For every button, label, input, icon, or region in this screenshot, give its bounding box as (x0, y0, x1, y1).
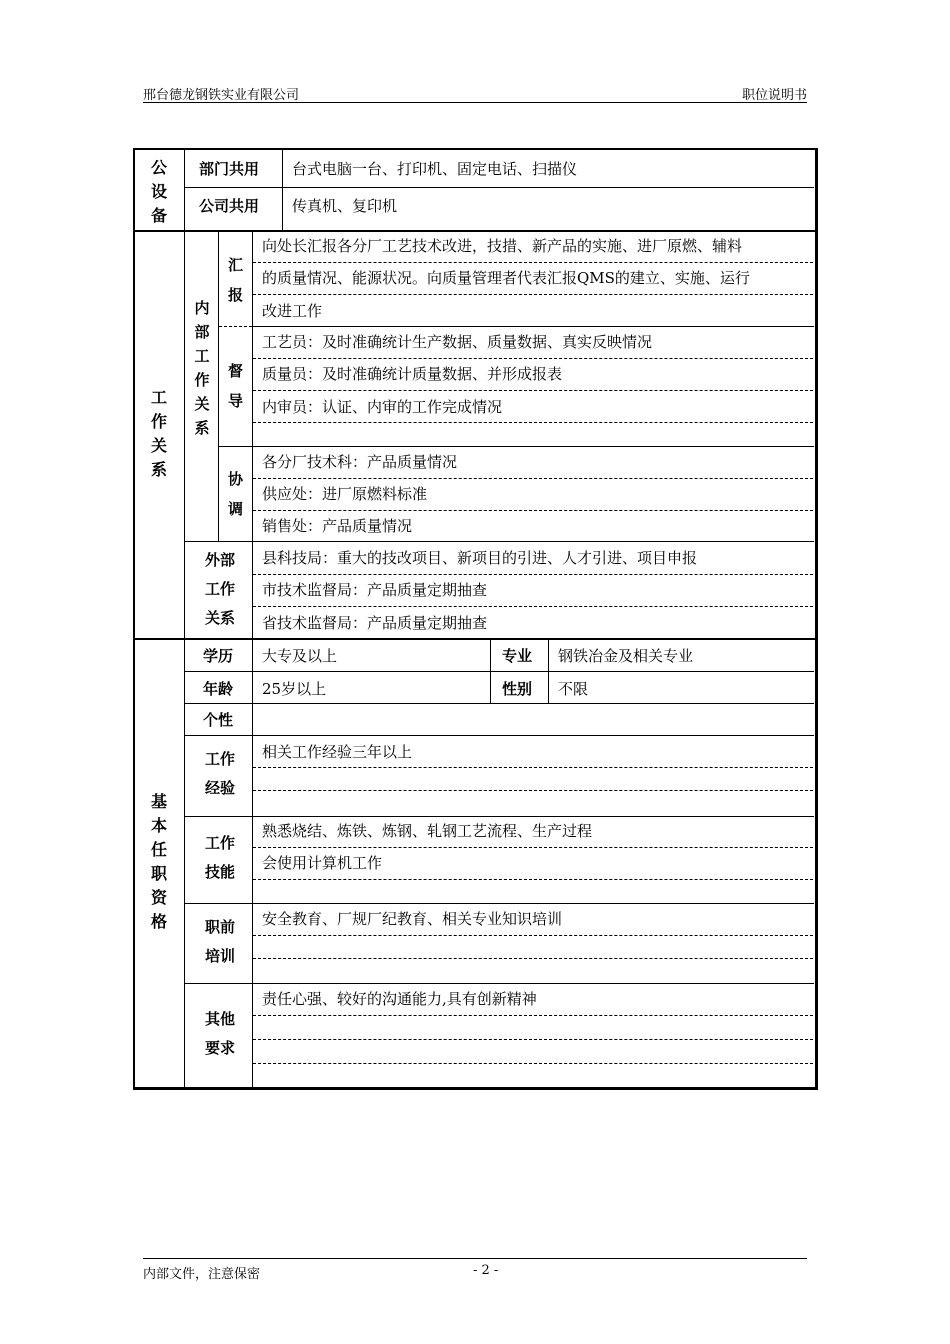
report-line: 的质量情况、能源状况。向质量管理者代表汇报QMS的建立、实施、运行 (262, 269, 750, 287)
skills-line: 熟悉烧结、炼铁、炼钢、轧钢工艺流程、生产过程 (262, 822, 593, 840)
col-divider (184, 150, 185, 1088)
relations-label-char: 关 (150, 436, 167, 455)
dashed-rule (253, 847, 813, 848)
company-shared-value: 传真机、复印机 (292, 197, 398, 215)
row-divider (185, 735, 814, 736)
dashed-rule (253, 879, 813, 880)
equipment-label-char: 设 (150, 182, 167, 201)
external-label-line: 关系 (204, 609, 235, 627)
education-label: 学历 (203, 647, 234, 665)
external-line: 县科技局：重大的技改项目、新项目的引进、人才引进、项目申报 (262, 549, 698, 567)
education-value: 大专及以上 (262, 647, 338, 665)
dashed-rule (253, 422, 813, 423)
skills-label-line: 技能 (204, 863, 235, 881)
qualifications-label-char: 基 (150, 792, 167, 811)
equipment-label-char: 公 (150, 158, 167, 177)
report-label-char: 汇 (227, 256, 243, 274)
supervise-label (219, 356, 252, 416)
row-divider (185, 703, 814, 704)
supervise-label-char: 督 (227, 362, 243, 380)
major-label: 专业 (502, 647, 533, 665)
other-line: 责任心强、较好的沟通能力,具有创新精神 (262, 990, 537, 1008)
other-label-line: 要求 (204, 1039, 235, 1057)
gender-label: 性别 (502, 680, 533, 698)
dept-shared-label: 部门共用 (199, 160, 260, 178)
coordinate-line: 销售处：产品质量情况 (262, 517, 413, 535)
coordinate-label (219, 464, 252, 524)
internal-label-char: 内 (194, 299, 210, 317)
equipment-section-label (135, 156, 183, 228)
row-divider (185, 671, 814, 672)
external-label-line: 外部 (204, 551, 235, 569)
qualifications-label-char: 资 (150, 888, 167, 907)
relations-label-char: 工 (150, 388, 167, 407)
experience-label-line: 工作 (204, 750, 235, 768)
training-label (190, 913, 250, 971)
supervise-label-char: 导 (227, 392, 243, 410)
dashed-rule (253, 1015, 813, 1016)
supervise-line: 内审员：认证、内审的工作完成情况 (262, 398, 503, 416)
page-header (143, 82, 807, 103)
report-line: 向处长汇报各分厂工艺技术改进，技措、新产品的实施、进厂原燃、辅料 (262, 237, 743, 255)
internal-label-char: 工 (194, 347, 210, 365)
relations-label-char: 系 (150, 460, 167, 479)
dashed-rule (253, 935, 813, 936)
coordinate-line: 供应处：进厂原燃料标准 (262, 485, 428, 503)
qualifications-label-char: 任 (150, 840, 167, 859)
dashed-rule (253, 1039, 813, 1040)
dept-shared-value: 台式电脑一台、打印机、固定电话、扫描仪 (292, 160, 578, 178)
dashed-rule (253, 510, 813, 511)
external-label-line: 工作 (204, 580, 235, 598)
row-divider (185, 983, 814, 984)
dashed-rule (253, 294, 813, 295)
confidential-note: 内部文件，注意保密 (143, 1267, 261, 1282)
relations-label-char: 作 (150, 412, 167, 431)
coordinate-label-char: 调 (227, 500, 243, 518)
training-line: 安全教育、厂规厂纪教育、相关专业知识培训 (262, 910, 563, 928)
document-title: 职位说明书 (741, 88, 807, 103)
page-footer (143, 1258, 807, 1281)
internal-label-char: 作 (194, 371, 210, 389)
row-divider (253, 326, 814, 327)
dashed-rule (253, 574, 813, 575)
qualifications-section-label (135, 790, 183, 934)
qualifications-label-char: 职 (150, 864, 167, 883)
row-divider (185, 187, 814, 188)
external-line: 市技术监督局：产品质量定期抽查 (262, 581, 488, 599)
personality-label: 个性 (203, 711, 234, 729)
supervise-line: 质量员：及时准确统计质量数据、并形成报表 (262, 365, 563, 383)
report-label (219, 250, 252, 310)
age-value: 25岁以上 (262, 680, 327, 698)
dashed-rule (253, 262, 813, 263)
row-divider (219, 446, 814, 447)
external-line: 省技术监督局：产品质量定期抽查 (262, 614, 488, 632)
dashed-rule (253, 478, 813, 479)
report-label-char: 报 (227, 286, 243, 304)
coordinate-line: 各分厂技术科：产品质量情况 (262, 453, 458, 471)
gender-value: 不限 (558, 680, 589, 698)
report-line: 改进工作 (262, 302, 323, 320)
company-shared-label: 公司共用 (199, 197, 260, 215)
dashed-rule (253, 790, 813, 791)
row-divider (185, 816, 814, 817)
experience-label-line: 经验 (204, 779, 235, 797)
training-label-line: 职前 (204, 918, 235, 936)
qualifications-label-char: 本 (150, 816, 167, 835)
company-name: 邢台德龙钢铁实业有限公司 (143, 88, 300, 103)
supervise-line: 工艺员：及时准确统计生产数据、质量数据、真实反映情况 (262, 333, 653, 351)
skills-label-line: 工作 (204, 834, 235, 852)
section-divider (135, 230, 815, 232)
skills-label (190, 829, 250, 887)
row-divider (185, 541, 814, 542)
internal-relations-label (186, 296, 218, 440)
col-divider (282, 150, 283, 230)
qualifications-label-char: 格 (150, 912, 167, 931)
other-requirements-label (190, 1005, 250, 1063)
other-label-line: 其他 (204, 1010, 235, 1028)
relations-section-label (135, 386, 183, 482)
row-divider (185, 903, 814, 904)
training-label-line: 培训 (204, 947, 235, 965)
page-number: - 2 - (473, 1263, 499, 1278)
age-label: 年龄 (203, 680, 234, 698)
equipment-label-char: 备 (150, 206, 167, 225)
dashed-rule (253, 767, 813, 768)
skills-line: 会使用计算机工作 (262, 854, 383, 872)
dashed-rule (253, 390, 813, 391)
dashed-rule (253, 1063, 813, 1064)
internal-label-char: 关 (194, 395, 210, 413)
section-divider (135, 638, 815, 640)
dashed-rule (219, 326, 252, 327)
coordinate-label-char: 协 (227, 470, 243, 488)
external-relations-label (190, 546, 250, 633)
internal-label-char: 系 (194, 419, 210, 437)
dashed-rule (253, 606, 813, 607)
dashed-rule (253, 358, 813, 359)
internal-label-char: 部 (194, 323, 210, 341)
experience-label (190, 745, 250, 803)
experience-line: 相关工作经验三年以上 (262, 743, 413, 761)
dashed-rule (253, 958, 813, 959)
major-value: 钢铁冶金及相关专业 (558, 647, 694, 665)
